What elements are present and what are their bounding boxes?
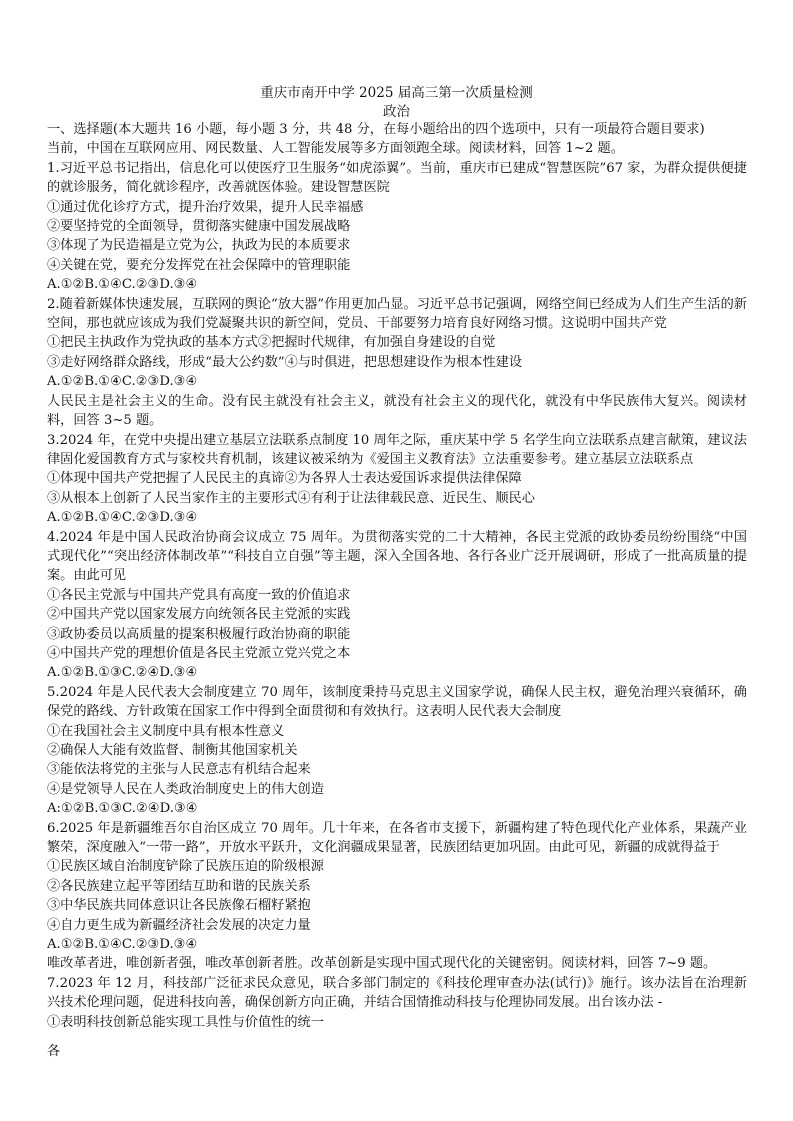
option-item: ②要坚持党的全面领导，贯彻落实健康中国发展战略 <box>47 219 351 235</box>
option-item: ①把民主执政作为党执政的基本方式②把握时代规律，有加强自身建设的自觉 <box>47 335 496 351</box>
answer-choices: A.①②B.①④C.②③D.③④ <box>47 937 198 953</box>
option-item: ③能依法将党的主张与人民意志有机结合起来 <box>47 762 311 778</box>
question-2: 2.随着新媒体快速发展，互联网的舆论“放大器”作用更加凸显。习近平总书记强调，网络空间已经成为人们生产生活的新空间，那也就应该成为我们党凝聚共识的新空间，党员、干部要努力培育良好网络习惯。这说明中国共产党 <box>47 296 747 332</box>
option-item: ③政协委员以高质量的提案积极履行政治协商的职能 <box>47 626 351 642</box>
exam-body <box>47 120 747 1032</box>
option-item: ③走好网络群众路线，形成“最大公约数”④与时俱进，把思想建设作为根本性建设 <box>47 354 523 370</box>
section-heading: 一、选择题(本大题共 16 小题，每小题 3 分，共 48 分，在每小题给出的四个选项中，只有一项最符合题目要求) <box>47 122 705 137</box>
option-item: ④中国共产党的理想价值是各民主党派立党兴党之本 <box>47 645 351 661</box>
option-item: ④是党领导人民在人类政治制度史上的伟大创造 <box>47 781 324 797</box>
question-6: 6.2025 年是新疆维吾尔自治区成立 70 周年。几十年来，在各省市支援下，新疆构建了特色现代化产业体系，果蔬产业繁荣，深度融入“一带一路”，开放水平跃升，文化润疆成果显著，民族团结更加巩固。由此可见，新疆的成就得益于 <box>47 820 747 856</box>
material-intro: 唯改革者进，唯创新者强，唯改革创新者胜。改革创新是实现中国式现代化的关键密钥。阅读材料，回答 7~9 题。 <box>47 956 717 972</box>
option-item: ③体现了为民造福是立党为公，执政为民的本质要求 <box>47 238 351 254</box>
option-item: ②确保人大能有效监督、制衡其他国家机关 <box>47 743 298 758</box>
question-5: 5.2024 年是人民代表大会制度建立 70 周年，该制度秉持马克思主义国家学说，确保人民主权，避免治理兴衰循环，确保党的路线、方针政策在国家工作中得到全面贯彻和有效执行。这表明人民代表大会制度 <box>47 684 747 720</box>
option-item: ①各民主党派与中国共产党具有高度一致的价值追求 <box>47 587 351 603</box>
option-item: ④自力更生成为新疆经济社会发展的决定力量 <box>47 917 311 933</box>
answer-choices: A.①②B.①④C.②③D.③④ <box>47 277 198 293</box>
answer-choices: A.①②B.①④C.②③D.③④ <box>47 374 198 390</box>
option-item: ①民族区域自治制度铲除了民族压迫的阶级根源 <box>47 859 324 875</box>
exam-title: 重庆市南开中学 2025 届高三第一次质量检测 <box>260 85 533 101</box>
answer-choices: A.①②B.①③C.②④D.③④ <box>47 665 198 681</box>
question-3: 3.2024 年，在党中央提出建立基层立法联系点制度 10 周年之际，重庆某中学 5 名学生向立法联系点建言献策，建议法律固化爱国教育方式与家校共育机制，该建议被采纳为《爱国主义教育法》立法重要参考。建立基层立法联系点 <box>47 432 747 467</box>
footer-fragment: 各 <box>47 1044 61 1059</box>
material-intro: 人民民主是社会主义的生命。没有民主就没有社会主义，就没有社会主义的现代化，就没有中华民族伟大复兴。阅读材料，回答 3~5 题。 <box>47 393 747 429</box>
option-item: ②各民族建立起平等团结互助和谐的民族关系 <box>47 878 311 894</box>
option-item: ②中国共产党以国家发展方向统领各民主党派的实践 <box>47 607 351 623</box>
question-4: 4.2024 年是中国人民政治协商会议成立 75 周年。为贯彻落实党的二十大精神，各民主党派的政协委员纷纷围绕“中国式现代化”“突出经济体制改革”“科技自立自强”等主题，深入全国各地、各行各业广泛开展调研，形成了一批高质量的提案。由此可见 <box>47 529 747 584</box>
material-intro: 当前，中国在互联网应用、网民数量、人工智能发展等多方面领跑全球。阅读材料，回答 1~2 题。 <box>47 141 624 157</box>
subject-title: 政治 <box>383 104 410 120</box>
question-1: 1.习近平总书记指出，信息化可以使医疗卫生服务“如虎添翼”。当前，重庆市已建成“智慧医院”67 家，为群众提供便捷的就诊服务，简化就诊程序，改善就医体验。建设智慧医院 <box>47 160 747 196</box>
answer-choices: A:①②B.①③C.②④D.③④ <box>47 801 198 817</box>
option-item: ③从根本上创新了人民当家作主的主要形式④有利于让法律载民意、近民生、顺民心 <box>47 490 535 506</box>
option-item: ①在我国社会主义制度中具有根本性意义 <box>47 723 285 739</box>
option-item: ①体现中国共产党把握了人民民主的真谛②为各界人士表达爱国诉求提供法律保障 <box>47 471 522 487</box>
option-item: ①表明科技创新总能实现工具性与价值性的统一 <box>47 1014 324 1030</box>
option-item: ①通过优化诊疗方式，提升治疗效果，提升人民幸福感 <box>47 199 364 215</box>
question-7: 7.2023 年 12 月，科技部广泛征求民众意见，联合多部门制定的《科技伦理审查办法(试行)》施行。该办法旨在治理新兴技术伦理问题，促进科技向善，确保创新方向正确，并结合国情推动科技与伦理协同发展。出台该办法 - <box>47 975 747 1011</box>
option-item: ③中华民族共同体意识让各民族像石榴籽紧抱 <box>47 898 311 914</box>
option-item: ④关键在党，要充分发挥党在社会保障中的管理职能 <box>47 257 351 273</box>
answer-choices: A.①②B.①④C.②③D.③④ <box>47 510 198 526</box>
